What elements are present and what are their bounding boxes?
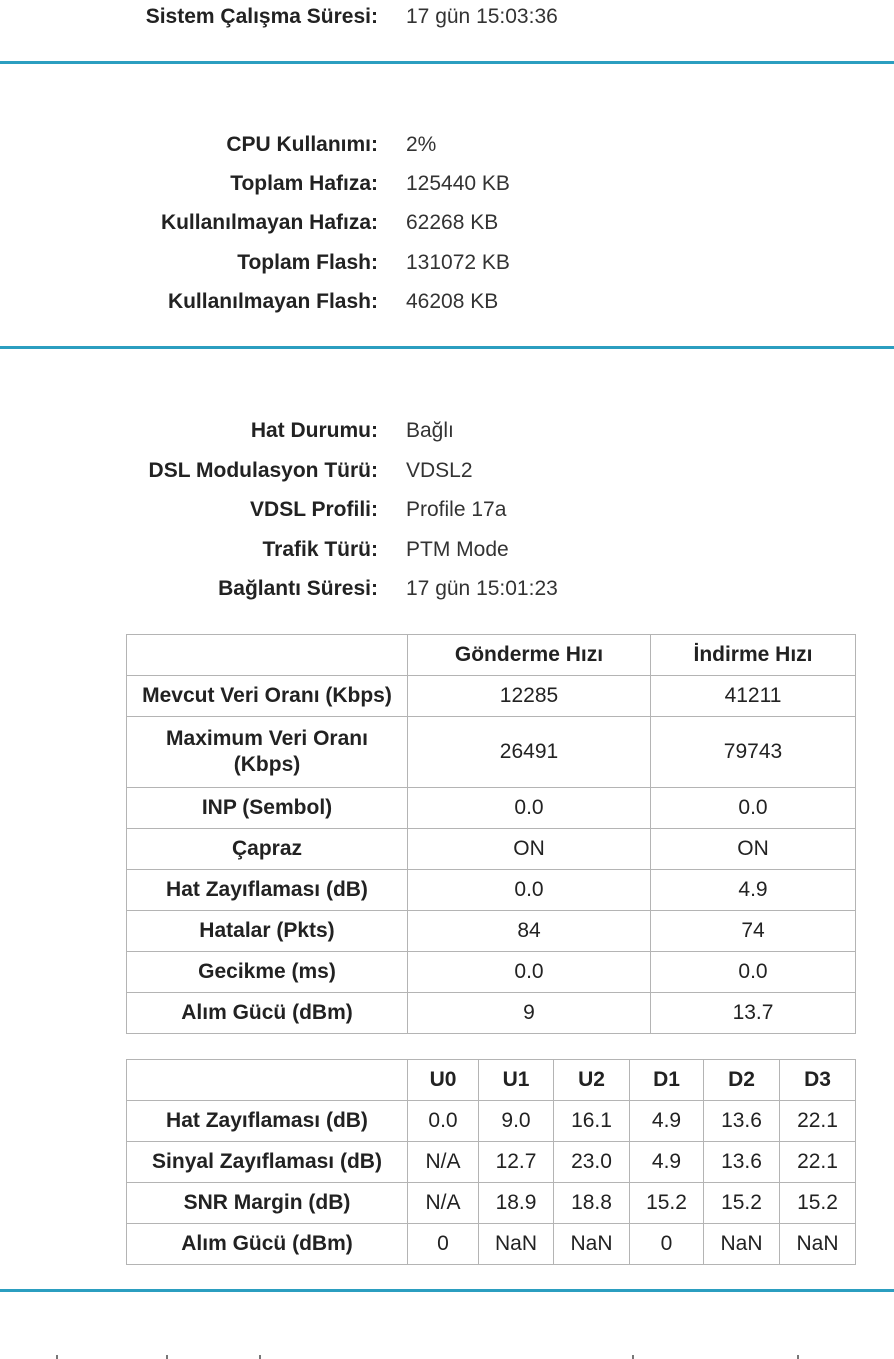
modulation-row xyxy=(0,452,894,490)
traffic-row xyxy=(0,531,894,569)
downstream-cell: 79743 xyxy=(651,717,856,788)
downstream-cell: 13.7 xyxy=(651,993,856,1034)
band-cell: 18.8 xyxy=(554,1183,630,1224)
table-border-tick xyxy=(797,1355,799,1359)
line-status-label: Hat Durumu: xyxy=(250,419,378,442)
modulation-value: VDSL2 xyxy=(406,459,473,482)
rate-stats-table xyxy=(126,634,856,1034)
mem-free-value: 62268 KB xyxy=(406,211,499,234)
band-cell: 23.0 xyxy=(554,1142,630,1183)
uptime-row xyxy=(0,0,894,36)
band-cell: NaN xyxy=(780,1224,856,1265)
row-label: INP (Sembol) xyxy=(127,788,408,829)
band-cell: NaN xyxy=(479,1224,554,1265)
conn-time-label: Bağlantı Süresi: xyxy=(218,577,378,600)
table-row xyxy=(127,717,856,788)
mem-total-row xyxy=(0,165,894,203)
downstream-cell: 41211 xyxy=(651,676,856,717)
table-row xyxy=(127,1183,856,1224)
flash-free-value: 46208 KB xyxy=(406,290,499,313)
downstream-cell: ON xyxy=(651,829,856,870)
profile-row xyxy=(0,491,894,529)
band-cell: N/A xyxy=(408,1142,479,1183)
table-row xyxy=(127,1101,856,1142)
upstream-cell: 84 xyxy=(408,911,651,952)
band-header: D3 xyxy=(780,1060,856,1101)
uptime-value: 17 gün 15:03:36 xyxy=(406,5,558,28)
band-cell: NaN xyxy=(554,1224,630,1265)
band-cell: 4.9 xyxy=(630,1142,704,1183)
mem-total-label: Toplam Hafıza: xyxy=(230,172,378,195)
line-status-row xyxy=(0,412,894,450)
row-label: Alım Gücü (dBm) xyxy=(127,1224,408,1265)
row-label: SNR Margin (dB) xyxy=(127,1183,408,1224)
mem-free-label: Kullanılmayan Hafıza: xyxy=(160,211,378,234)
upstream-cell: ON xyxy=(408,829,651,870)
table-row xyxy=(127,1224,856,1265)
band-cell: 13.6 xyxy=(704,1142,780,1183)
mem-free-row xyxy=(0,204,894,242)
flash-total-row xyxy=(0,244,894,282)
band-cell: N/A xyxy=(408,1183,479,1224)
band-stats-table xyxy=(126,1059,856,1265)
row-label: Hatalar (Pkts) xyxy=(127,911,408,952)
row-label: Hat Zayıflaması (dB) xyxy=(127,1101,408,1142)
table-header-row xyxy=(127,635,856,676)
downstream-cell: 0.0 xyxy=(651,952,856,993)
band-cell: 22.1 xyxy=(780,1101,856,1142)
modulation-label: DSL Modulasyon Türü: xyxy=(148,459,378,482)
mem-total-value: 125440 KB xyxy=(406,172,510,195)
table-row xyxy=(127,993,856,1034)
uptime-label: Sistem Çalışma Süresi: xyxy=(145,5,378,28)
flash-free-row xyxy=(0,283,894,321)
table-border-tick xyxy=(56,1355,58,1359)
row-label: Çapraz xyxy=(127,829,408,870)
upstream-cell: 0.0 xyxy=(408,870,651,911)
band-cell: 15.2 xyxy=(780,1183,856,1224)
row-label: Gecikme (ms) xyxy=(127,952,408,993)
band-cell: 0 xyxy=(630,1224,704,1265)
upstream-cell: 0.0 xyxy=(408,788,651,829)
row-label: Alım Gücü (dBm) xyxy=(127,993,408,1034)
table-row xyxy=(127,911,856,952)
cpu-row xyxy=(0,126,894,164)
band-cell: 12.7 xyxy=(479,1142,554,1183)
traffic-value: PTM Mode xyxy=(406,538,509,561)
band-cell: 22.1 xyxy=(780,1142,856,1183)
line-status-value: Bağlı xyxy=(406,419,454,442)
next-table-edge xyxy=(0,1355,894,1359)
band-cell: 13.6 xyxy=(704,1101,780,1142)
table-border-tick xyxy=(259,1355,261,1359)
downstream-header: İndirme Hızı xyxy=(651,635,856,676)
conn-time-value: 17 gün 15:01:23 xyxy=(406,577,558,600)
band-header: D2 xyxy=(704,1060,780,1101)
band-cell: 15.2 xyxy=(704,1183,780,1224)
upstream-cell: 26491 xyxy=(408,717,651,788)
band-cell: 0 xyxy=(408,1224,479,1265)
table-border-tick xyxy=(166,1355,168,1359)
upstream-cell: 0.0 xyxy=(408,952,651,993)
table-border-tick xyxy=(632,1355,634,1359)
downstream-cell: 0.0 xyxy=(651,788,856,829)
band-header: U2 xyxy=(554,1060,630,1101)
band-cell: NaN xyxy=(704,1224,780,1265)
row-label: Hat Zayıflaması (dB) xyxy=(127,870,408,911)
table-row xyxy=(127,870,856,911)
conn-time-row xyxy=(0,570,894,608)
row-label: Sinyal Zayıflaması (dB) xyxy=(127,1142,408,1183)
band-cell: 0.0 xyxy=(408,1101,479,1142)
traffic-label: Trafik Türü: xyxy=(262,538,378,561)
band-header: U1 xyxy=(479,1060,554,1101)
table-row xyxy=(127,1142,856,1183)
section-divider xyxy=(0,346,894,349)
flash-free-label: Kullanılmayan Flash: xyxy=(167,290,378,313)
section-divider xyxy=(0,1289,894,1292)
profile-value: Profile 17a xyxy=(406,498,507,521)
downstream-cell: 74 xyxy=(651,911,856,952)
band-cell: 16.1 xyxy=(554,1101,630,1142)
table-row xyxy=(127,788,856,829)
table-header-cell xyxy=(127,1060,408,1101)
table-header-row xyxy=(127,1060,856,1101)
row-label: Mevcut Veri Oranı (Kbps) xyxy=(127,676,408,717)
flash-total-label: Toplam Flash: xyxy=(237,251,378,274)
table-row xyxy=(127,676,856,717)
band-cell: 15.2 xyxy=(630,1183,704,1224)
upstream-header: Gönderme Hızı xyxy=(408,635,651,676)
cpu-value: 2% xyxy=(406,133,437,156)
band-cell: 4.9 xyxy=(630,1101,704,1142)
profile-label: VDSL Profili: xyxy=(250,498,378,521)
flash-total-value: 131072 KB xyxy=(406,251,510,274)
band-header: D1 xyxy=(630,1060,704,1101)
section-divider xyxy=(0,61,894,64)
table-row xyxy=(127,829,856,870)
table-header-cell xyxy=(127,635,408,676)
table-row xyxy=(127,952,856,993)
band-cell: 18.9 xyxy=(479,1183,554,1224)
upstream-cell: 9 xyxy=(408,993,651,1034)
downstream-cell: 4.9 xyxy=(651,870,856,911)
cpu-label: CPU Kullanımı: xyxy=(226,133,378,156)
row-label: Maximum Veri Oranı (Kbps) xyxy=(127,717,408,788)
band-cell: 9.0 xyxy=(479,1101,554,1142)
upstream-cell: 12285 xyxy=(408,676,651,717)
band-header: U0 xyxy=(408,1060,479,1101)
